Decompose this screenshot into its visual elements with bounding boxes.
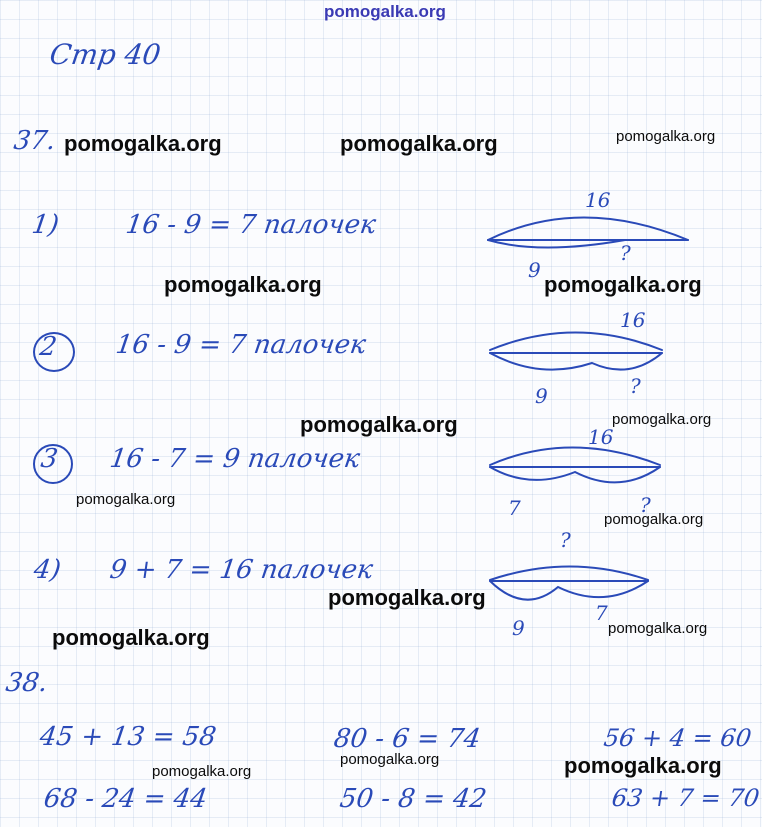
item-3-top-label: 16 bbox=[588, 425, 614, 449]
item-3-whole-arc bbox=[490, 448, 660, 466]
watermark: pomogalka.org bbox=[608, 620, 708, 637]
item-1-marker: 1) bbox=[29, 210, 61, 240]
watermark: pomogalka.org bbox=[612, 411, 712, 428]
item-4-whole-arc bbox=[490, 567, 648, 581]
item-3-diagram bbox=[480, 420, 680, 520]
item-1-whole-arc bbox=[488, 218, 688, 241]
item-3-marker: 3 bbox=[38, 444, 60, 474]
item-1-left-label: 9 bbox=[528, 258, 541, 282]
equation-5: 50 - 8 = 42 bbox=[337, 784, 489, 814]
watermark: pomogalka.org bbox=[152, 763, 252, 780]
watermark: pomogalka.org bbox=[544, 272, 702, 297]
watermark: pomogalka.org bbox=[164, 272, 322, 297]
item-2-top-label: 16 bbox=[620, 308, 646, 332]
watermark: pomogalka.org bbox=[604, 511, 704, 528]
watermark-top: pomogalka.org bbox=[324, 2, 446, 21]
watermark: pomogalka.org bbox=[616, 128, 716, 145]
item-3-left-label: 7 bbox=[508, 496, 521, 520]
watermark: pomogalka.org bbox=[564, 753, 722, 778]
item-4-part-arcs bbox=[490, 581, 648, 600]
item-4-expression: 9 + 7 = 16 палочек bbox=[107, 555, 375, 585]
watermark: pomogalka.org bbox=[52, 625, 210, 650]
watermark: pomogalka.org bbox=[340, 751, 440, 768]
item-2-diagram bbox=[480, 305, 680, 410]
equation-1: 45 + 13 = 58 bbox=[37, 722, 218, 752]
equation-3: 56 + 4 = 60 bbox=[602, 724, 754, 752]
watermark: pomogalka.org bbox=[76, 491, 176, 508]
watermark: pomogalka.org bbox=[340, 131, 498, 156]
task-37-number: 37. bbox=[11, 126, 58, 156]
item-2-whole-arc bbox=[490, 333, 662, 351]
item-1-top-label: 16 bbox=[585, 188, 611, 212]
watermark: pomogalka.org bbox=[328, 585, 486, 610]
page-title: Стр 40 bbox=[47, 38, 163, 71]
item-3-expression: 16 - 7 = 9 палочек bbox=[107, 444, 362, 474]
item-2-marker: 2 bbox=[37, 332, 59, 362]
item-1-right-label: ? bbox=[620, 241, 631, 265]
equation-2: 80 - 6 = 74 bbox=[331, 724, 483, 754]
watermark: pomogalka.org bbox=[64, 131, 222, 156]
item-1-part-arc bbox=[488, 240, 625, 248]
item-3-part-arcs bbox=[490, 467, 660, 482]
item-4-marker: 4) bbox=[31, 555, 63, 585]
task-38-number: 38. bbox=[3, 668, 50, 698]
item-4-left-label: 9 bbox=[512, 616, 525, 640]
equation-6: 63 + 7 = 70 bbox=[610, 784, 762, 812]
item-2-part-arcs bbox=[490, 353, 662, 370]
item-1-expression: 16 - 9 = 7 палочек bbox=[123, 210, 378, 240]
equation-4: 68 - 24 = 44 bbox=[41, 784, 209, 814]
item-2-left-label: 9 bbox=[535, 384, 548, 408]
item-4-right-label: 7 bbox=[595, 601, 608, 625]
watermark: pomogalka.org bbox=[300, 412, 458, 437]
item-2-expression: 16 - 9 = 7 палочек bbox=[113, 330, 368, 360]
item-2-right-label: ? bbox=[630, 374, 641, 398]
item-4-top-label: ? bbox=[560, 528, 571, 552]
item-3-right-label: ? bbox=[640, 493, 651, 517]
